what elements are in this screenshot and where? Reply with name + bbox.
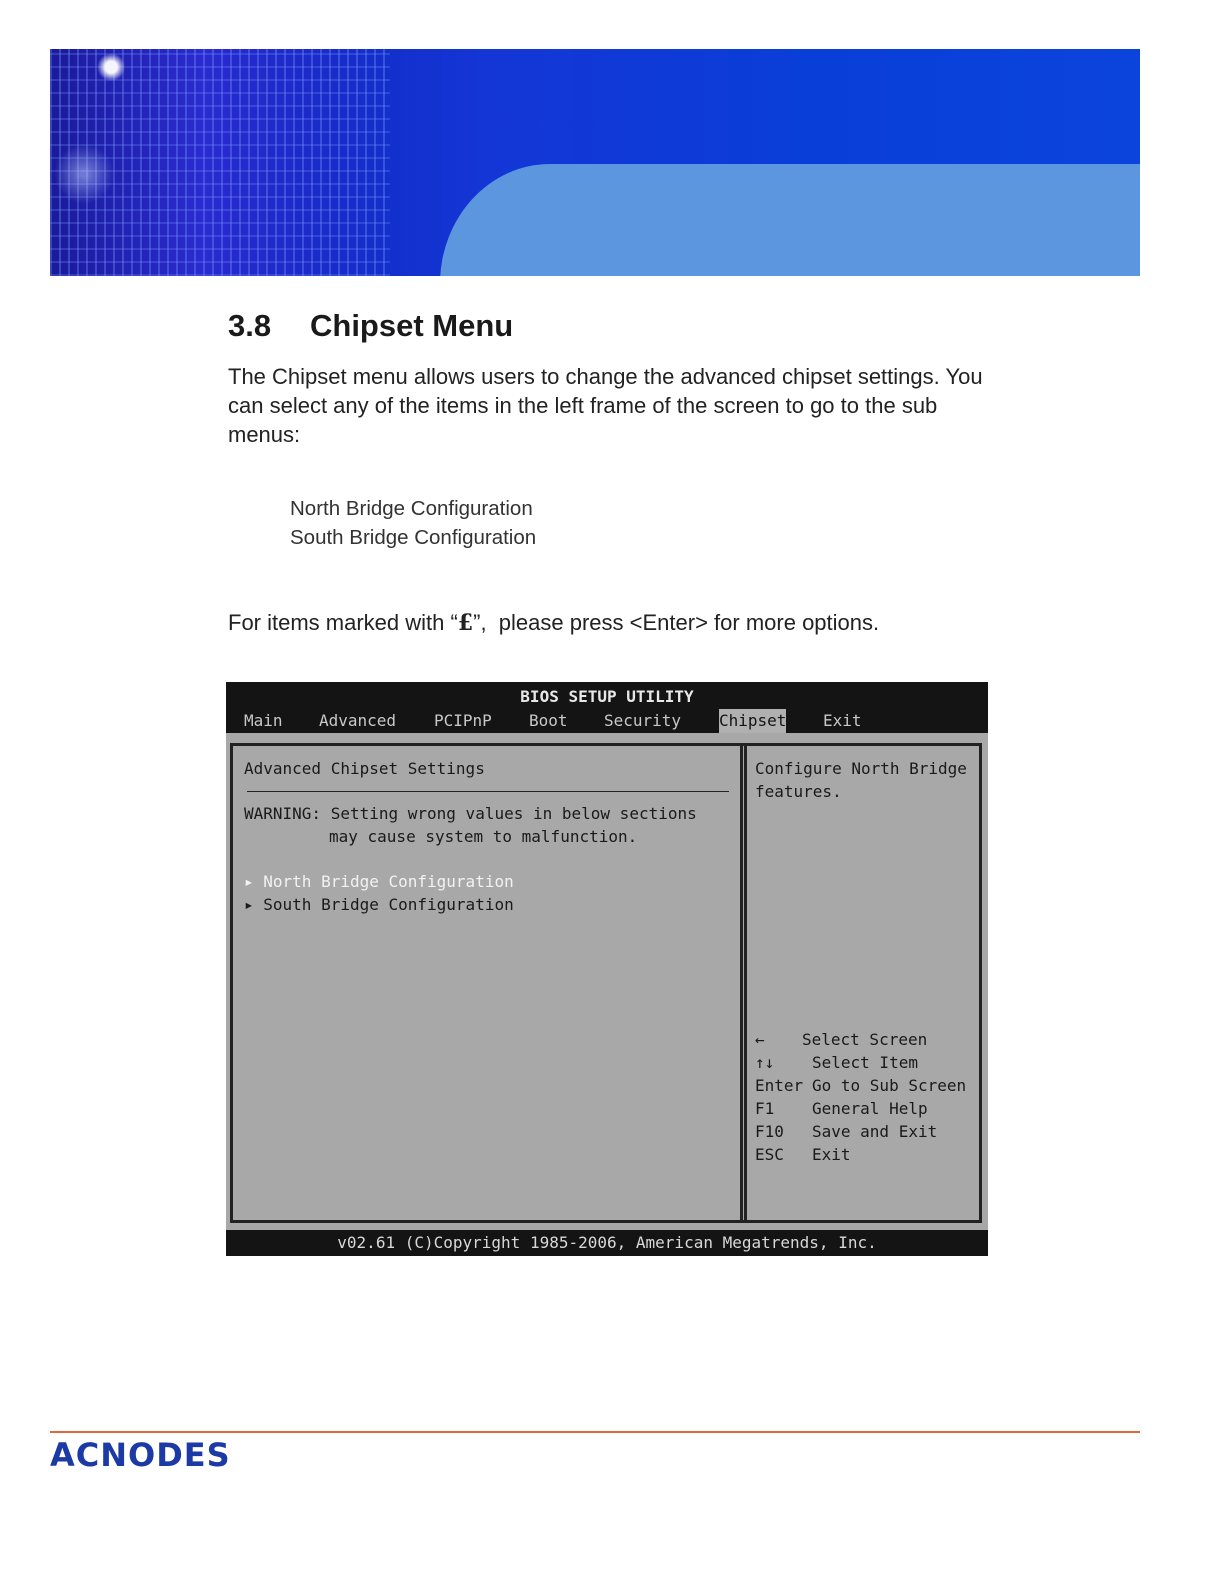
submenu-arrow-icon: ▸ bbox=[244, 872, 264, 891]
settings-divider bbox=[247, 791, 729, 792]
menu-item-north-bridge[interactable] bbox=[244, 871, 514, 893]
submenu-item: North Bridge Configuration bbox=[290, 497, 533, 520]
circuit-board-image bbox=[50, 49, 390, 276]
submenu-arrow-icon: ▸ bbox=[244, 895, 264, 914]
bios-copyright-bar: v02.61 (C)Copyright 1985-2006, American Megatrends, Inc. bbox=[226, 1230, 988, 1256]
menu-tab-boot[interactable]: Boot bbox=[529, 711, 568, 730]
section-number: 3.8 bbox=[228, 308, 272, 343]
menu-tab-pcipnp[interactable]: PCIPnP bbox=[434, 711, 492, 730]
key-action: Select Item bbox=[812, 1053, 918, 1072]
settings-title: Advanced Chipset Settings bbox=[244, 759, 485, 778]
warning-line-2: may cause system to malfunction. bbox=[329, 827, 638, 846]
footer-divider bbox=[50, 1431, 1140, 1433]
bios-title: BIOS SETUP UTILITY bbox=[226, 682, 988, 709]
key-arrow-up-down: ↑↓ bbox=[755, 1053, 775, 1072]
key-f10: F10 bbox=[755, 1122, 784, 1141]
key-action: Exit bbox=[812, 1145, 851, 1164]
note-text-after: ”, please press <Enter> for more options. bbox=[473, 610, 880, 635]
menu-item-label: North Bridge Configuration bbox=[263, 872, 514, 891]
header-banner bbox=[50, 49, 1140, 276]
options-note bbox=[228, 608, 879, 638]
banner-swoosh bbox=[440, 164, 1140, 276]
bios-menu-bar bbox=[226, 709, 988, 733]
bios-settings-panel bbox=[230, 743, 747, 1223]
help-text-line-2: features. bbox=[755, 782, 842, 801]
section-title: Chipset Menu bbox=[310, 308, 514, 343]
bios-screenshot bbox=[226, 682, 988, 1256]
warning-line-1: WARNING: Setting wrong values in below sections bbox=[244, 804, 697, 823]
submenu-item: South Bridge Configuration bbox=[290, 526, 537, 549]
key-action: Select Screen bbox=[802, 1030, 928, 1049]
menu-tab-chipset[interactable]: Chipset bbox=[719, 709, 786, 733]
note-text-before: For items marked with “ bbox=[228, 610, 458, 635]
menu-tab-advanced[interactable]: Advanced bbox=[319, 711, 397, 730]
menu-item-label: South Bridge Configuration bbox=[263, 895, 514, 914]
help-text-line-1: Configure North Bridge bbox=[755, 759, 967, 778]
key-action: Go to Sub Screen bbox=[812, 1076, 967, 1095]
section-heading bbox=[228, 308, 513, 344]
menu-item-south-bridge[interactable] bbox=[244, 894, 514, 916]
bios-help-panel bbox=[743, 743, 982, 1223]
submenu-marker-icon: £ bbox=[457, 610, 474, 636]
key-action: General Help bbox=[812, 1099, 928, 1118]
menu-tab-main[interactable]: Main bbox=[244, 711, 283, 730]
key-enter: Enter bbox=[755, 1076, 804, 1095]
key-arrow-left: ← bbox=[755, 1030, 765, 1049]
key-esc: ESC bbox=[755, 1145, 784, 1164]
submenu-list bbox=[290, 494, 536, 552]
acnodes-logo: ACNODES bbox=[50, 1436, 231, 1474]
menu-tab-security[interactable]: Security bbox=[604, 711, 682, 730]
menu-tab-exit[interactable]: Exit bbox=[823, 711, 862, 730]
key-action: Save and Exit bbox=[812, 1122, 938, 1141]
key-f1: F1 bbox=[755, 1099, 775, 1118]
intro-paragraph: The Chipset menu allows users to change the advanced chipset settings. You can select any of the items in the left frame of the screen to go to the sub menus: bbox=[228, 364, 983, 447]
